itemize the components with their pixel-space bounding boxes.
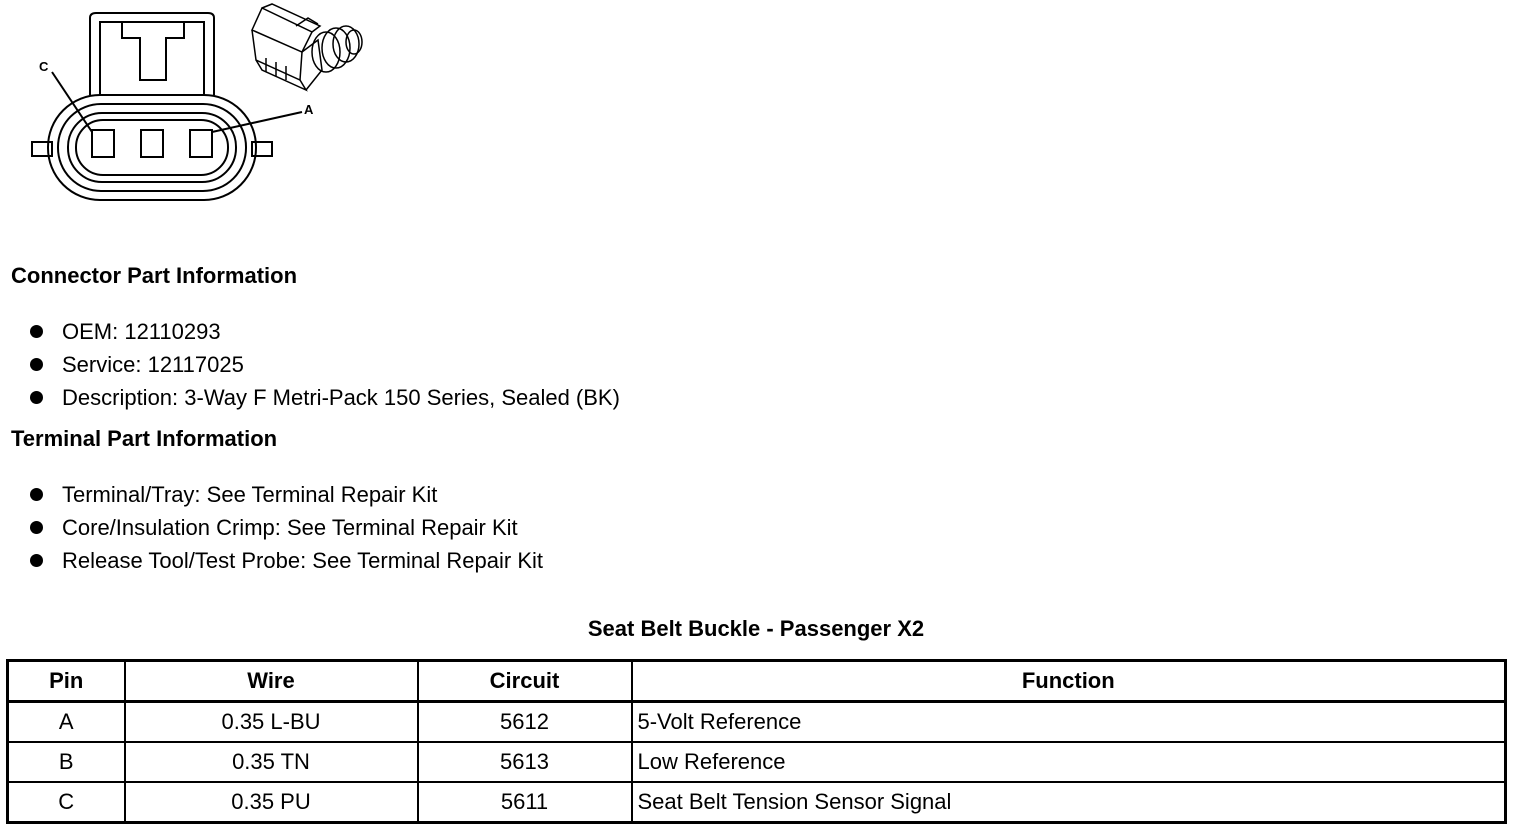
table-row	[8, 702, 1506, 743]
bullet-icon	[30, 488, 43, 501]
terminal-tray: Terminal/Tray: See Terminal Repair Kit	[62, 482, 438, 507]
cell-wire: 0.35 PU	[125, 782, 418, 823]
connector-oem: OEM: 12110293	[62, 319, 221, 344]
table-row	[8, 782, 1506, 823]
list-item	[28, 544, 543, 577]
header-pin: Pin	[8, 661, 125, 702]
cell-pin: C	[8, 782, 125, 823]
list-item	[28, 478, 543, 511]
header-circuit: Circuit	[418, 661, 632, 702]
cell-wire: 0.35 L-BU	[125, 702, 418, 743]
terminal-part-list	[28, 478, 543, 577]
pin-label-c: C	[39, 59, 49, 74]
cavity-c	[92, 130, 114, 157]
bullet-icon	[30, 325, 43, 338]
list-item	[28, 511, 543, 544]
connector-diagram	[0, 0, 380, 215]
connector-latch	[90, 13, 214, 95]
cell-pin: B	[8, 742, 125, 782]
terminal-release-tool: Release Tool/Test Probe: See Terminal Repair Kit	[62, 548, 543, 573]
cell-circuit: 5612	[418, 702, 632, 743]
bullet-icon	[30, 521, 43, 534]
cell-circuit: 5613	[418, 742, 632, 782]
table-header-row	[8, 661, 1506, 702]
cavity-b	[141, 130, 163, 157]
bullet-icon	[30, 554, 43, 567]
list-item	[28, 381, 620, 414]
terminal-crimp: Core/Insulation Crimp: See Terminal Repair Kit	[62, 515, 518, 540]
table-row	[8, 742, 1506, 782]
connector-description: Description: 3-Way F Metri-Pack 150 Series, Sealed (BK)	[62, 385, 620, 410]
cavity-a	[190, 130, 212, 157]
bullet-icon	[30, 391, 43, 404]
cell-function: Seat Belt Tension Sensor Signal	[632, 782, 1506, 823]
header-function: Function	[632, 661, 1506, 702]
bullet-icon	[30, 358, 43, 371]
cell-wire: 0.35 TN	[125, 742, 418, 782]
terminal-part-heading: Terminal Part Information	[11, 426, 278, 451]
list-item	[28, 315, 620, 348]
table-title: Seat Belt Buckle - Passenger X2	[587, 616, 925, 641]
connector-service: Service: 12117025	[62, 352, 244, 377]
connector-isometric-view	[252, 4, 362, 90]
list-item	[28, 348, 620, 381]
cell-function: Low Reference	[632, 742, 1506, 782]
connector-part-list	[28, 315, 620, 414]
header-wire: Wire	[125, 661, 418, 702]
cell-circuit: 5611	[418, 782, 632, 823]
cell-function: 5-Volt Reference	[632, 702, 1506, 743]
cell-pin: A	[8, 702, 125, 743]
pin-label-a: A	[304, 102, 314, 117]
pin-table	[6, 659, 1507, 824]
connector-part-heading: Connector Part Information	[11, 263, 298, 288]
